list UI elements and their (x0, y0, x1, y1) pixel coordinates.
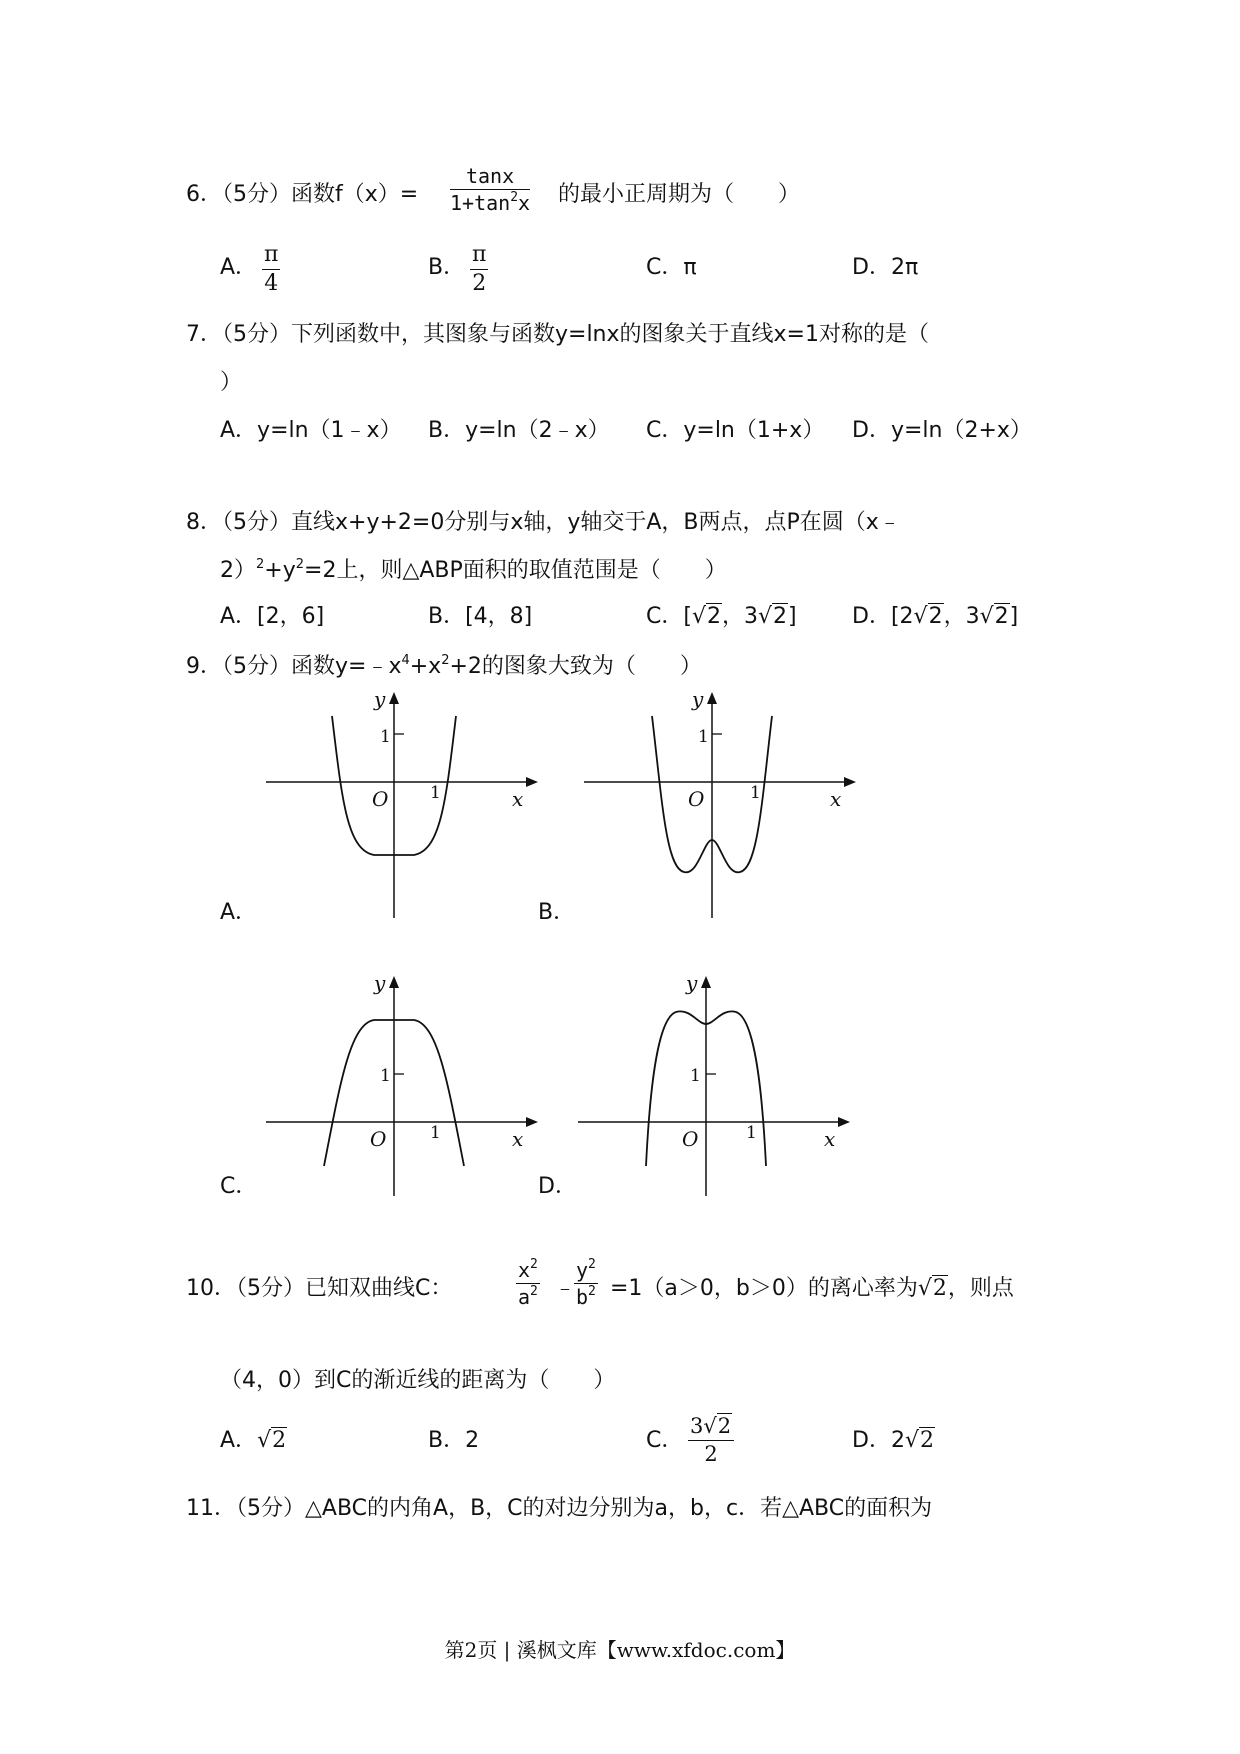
q10-stem-line2: （4，0）到C的渐近线的距离为（ ） (220, 1368, 616, 1393)
q9-graph-c-x-label: x (512, 1127, 524, 1151)
q9-graph-b-y-label: y (692, 687, 704, 711)
q9-graph-a-x-label: x (512, 787, 524, 811)
q10-option-c-fraction: $\frac{3√2}{2}$ (688, 1416, 734, 1465)
q8-option-a: A．[2，6] (220, 604, 325, 629)
q9-option-a: A． (220, 900, 258, 925)
q6-fraction (450, 166, 530, 213)
q10-option-a: A．√2 (220, 1428, 287, 1453)
q6-stem-tail: 的最小正周期为（ ） (558, 182, 801, 207)
q7-stem-line1: 7．（5分）下列函数中，其图象与函数y=lnx的图象关于直线x=1对称的是（ (186, 322, 929, 347)
q6-frac-den: $1+\tan^2x$ (450, 190, 531, 215)
q9-graph-b (580, 687, 860, 920)
q9-graph-c-tick-1y: 1 (380, 1066, 391, 1086)
q7-stem-line2: ） (220, 370, 243, 395)
q9-stem: 9．（5分）函数$y=﹣x^4+x^2+2$的图象大致为（ ） (186, 653, 702, 679)
q7-option-c: C．y=ln（1+x） (646, 418, 825, 443)
q10-fraction-y2-b2: $\frac{y^2}{b^2}$ (576, 1257, 596, 1309)
q9-graph-c-tick-1x: 1 (430, 1123, 441, 1143)
q10-stem-a: 10．（5分）已知双曲线C： (186, 1276, 453, 1301)
q6-option-a-label: A． (220, 255, 258, 280)
q10-minus: ﹣ (554, 1276, 577, 1301)
q9-graph-a (262, 687, 542, 920)
q7-option-d: D．y=ln（2+x） (852, 418, 1032, 443)
q9-graph-c-origin: O (370, 1127, 387, 1151)
q9-graph-c-y-label: y (374, 971, 386, 995)
q9-graph-c (262, 971, 542, 1204)
q9-graph-d-y-label: y (686, 971, 698, 995)
q8-stem-line1: 8．（5分）直线x+y+2=0分别与x轴，y轴交于A，B两点，点P在圆（x﹣ (186, 510, 901, 535)
q8-option-b: B．[4，8] (428, 604, 533, 629)
q9-graph-d-tick-1y: 1 (690, 1066, 701, 1086)
q9-option-d: D． (538, 1174, 577, 1199)
q8-option-c: C．[√2，3√2] (646, 604, 797, 629)
q6-option-a-fraction: $\frac{\pi}{4}$ (264, 242, 279, 296)
q11-stem-line1: 11．（5分）△ABC的内角A，B，C的对边分别为a，b，c．若△ABC的面积为 (186, 1496, 933, 1521)
q10-fraction-x2-a2: $\frac{x^2}{a^2}$ (518, 1257, 538, 1309)
q7-option-a: A．y=ln（1﹣x） (220, 418, 402, 443)
q9-graph-b-x-label: x (830, 787, 842, 811)
q9-graph-a-tick-1x: 1 (430, 783, 441, 803)
q10-sqrt2: √2 (917, 1276, 947, 1301)
q6-option-b-fraction: $\frac{\pi}{2}$ (472, 242, 487, 296)
q6-option-b-label: B． (428, 255, 466, 280)
q10-option-c-label: C． (646, 1428, 684, 1453)
q9-graph-b-origin: O (688, 787, 705, 811)
q9-graph-d-x-label: x (824, 1127, 836, 1151)
q7-option-b: B．y=ln（2﹣x） (428, 418, 610, 443)
q8-option-d: D．[2√2，3√2] (852, 604, 1019, 629)
q8-stem-line2: $2)^2+y^2=2$上，则△ABP面积的取值范围是（ ） (220, 557, 727, 583)
q10-stem-b: =1（a＞0，b＞0）的离心率为√2，则点 (610, 1276, 1014, 1301)
q10-option-d: D．2√2 (852, 1428, 934, 1453)
q9-option-b: B． (538, 900, 576, 925)
page-footer: 第2页 | 溪枫文库【www.xfdoc.com】 (444, 1638, 796, 1662)
q9-graph-a-tick-1y: 1 (380, 727, 391, 747)
q9-graph-d-origin: O (682, 1127, 699, 1151)
q9-graph-d (574, 971, 854, 1204)
q9-graph-a-origin: O (372, 787, 389, 811)
q9-graph-a-y-label: y (374, 687, 386, 711)
q9-graph-b-tick-1y: 1 (698, 727, 709, 747)
q9-graph-d-tick-1x: 1 (746, 1123, 757, 1143)
q6-stem: 6．（5分）函数f（x）= (186, 182, 419, 207)
q6-option-d: D．2π (852, 255, 919, 280)
q9-graph-b-tick-1x: 1 (750, 783, 761, 803)
q6-frac-num: tanx (450, 166, 530, 190)
q6-option-c: C．π (646, 255, 697, 280)
q9-option-c: C． (220, 1174, 258, 1199)
q10-option-b: B．2 (428, 1428, 480, 1453)
